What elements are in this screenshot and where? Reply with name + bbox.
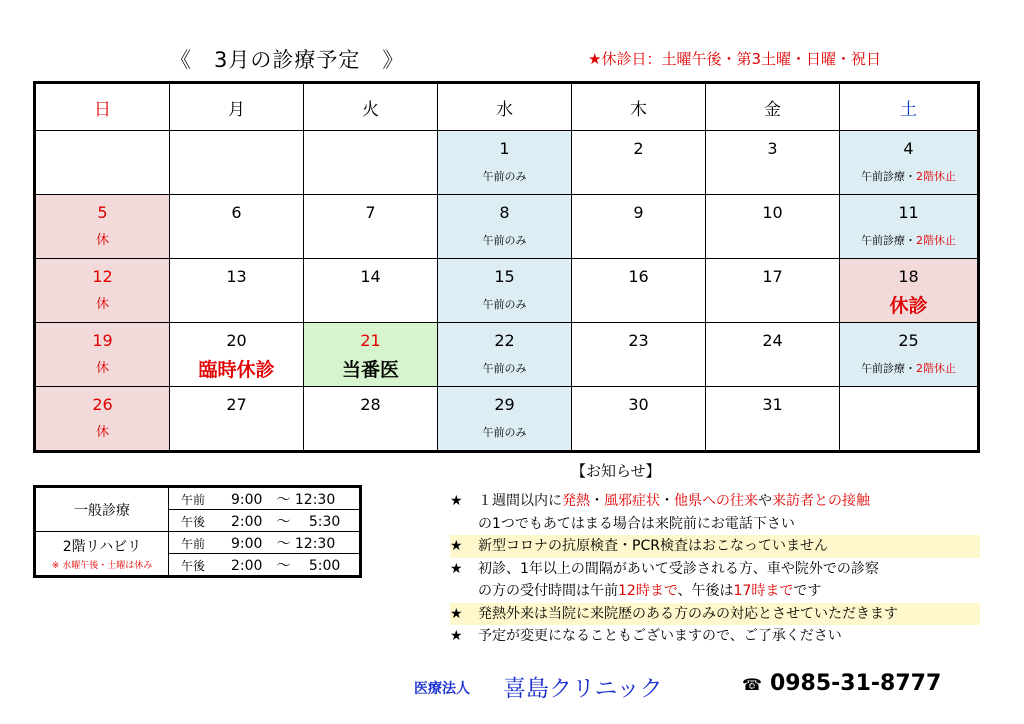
clinic-name: 喜島クリニック — [503, 676, 663, 702]
day-cell — [706, 131, 840, 195]
weekday-mon: 月 — [170, 84, 304, 131]
time-range: 9:00 ～ 12:30 — [231, 491, 336, 508]
day-number: 6 — [231, 203, 242, 222]
day-cell — [170, 259, 304, 323]
day-note — [840, 362, 977, 376]
day-number: 4 — [903, 139, 914, 158]
day-cell — [706, 323, 840, 387]
period-label: 午前 — [181, 492, 206, 507]
day-number: 22 — [494, 331, 515, 350]
day-cell — [840, 195, 978, 259]
day-number: 1 — [499, 139, 510, 158]
day-cell — [36, 323, 170, 387]
day-note-red: 2階休止 — [916, 234, 956, 247]
star-icon: ★ — [450, 560, 463, 577]
day-cell — [36, 195, 170, 259]
hours-time-cell — [169, 488, 360, 510]
calendar-table — [35, 83, 978, 451]
notice-red-text: 風邪症状 — [604, 493, 660, 509]
hours-row — [36, 532, 360, 554]
day-cell — [36, 259, 170, 323]
rest-label: 休 — [95, 361, 109, 376]
day-number: 30 — [628, 395, 649, 414]
star-icon: ★ — [450, 493, 463, 509]
day-number: 20 — [226, 331, 247, 350]
day-cell — [170, 131, 304, 195]
day-number: 28 — [360, 395, 381, 414]
day-note: 午前のみ — [482, 170, 527, 183]
day-note: 午前のみ — [482, 426, 527, 439]
day-cell — [706, 195, 840, 259]
notice-red-text: 12時まで — [618, 583, 678, 599]
weekday-thu: 木 — [572, 84, 706, 131]
day-number: 19 — [92, 331, 113, 350]
week-row-5 — [36, 387, 978, 451]
notice-item-1-line2: の1つでもあてはまる場合は来院前にお電話下さい — [478, 515, 795, 532]
temporary-closed-label: 臨時休診 — [198, 359, 275, 381]
day-cell — [840, 259, 978, 323]
rehab-category — [36, 532, 169, 576]
day-note — [840, 234, 977, 248]
notice-text: です — [793, 583, 822, 599]
week-row-2 — [36, 195, 978, 259]
day-note-red: 2階休止 — [916, 170, 956, 183]
day-number: 27 — [226, 395, 247, 414]
weekday-sun: 日 — [36, 84, 170, 131]
day-number: 3 — [767, 139, 778, 158]
time-range: 2:00 ～ 5:30 — [231, 513, 341, 530]
day-number: 5 — [97, 203, 108, 222]
phone-text: 0985-31-8777 — [769, 671, 942, 696]
day-cell — [840, 131, 978, 195]
week-row-4 — [36, 323, 978, 387]
day-number: 10 — [762, 203, 783, 222]
day-number: 9 — [633, 203, 644, 222]
day-number: 26 — [92, 395, 113, 414]
day-cell — [572, 195, 706, 259]
day-number: 15 — [494, 267, 515, 286]
day-cell — [572, 387, 706, 451]
notice-item-5 — [450, 625, 980, 648]
phone-icon: ☎ — [742, 675, 762, 694]
day-cell — [438, 323, 572, 387]
day-number: 18 — [898, 267, 919, 286]
hours-table — [35, 487, 360, 576]
day-number: 29 — [494, 395, 515, 414]
page-title: 《 3月の診療予定 》 — [170, 48, 405, 72]
day-cell — [438, 131, 572, 195]
day-number: 13 — [226, 267, 247, 286]
period-label: 午前 — [181, 536, 206, 551]
weekday-sat: 土 — [840, 84, 978, 131]
day-cell — [170, 387, 304, 451]
period-label: 午後 — [181, 514, 206, 529]
day-note: 午前のみ — [482, 362, 527, 375]
notice-item-3 — [450, 558, 980, 581]
day-cell — [572, 131, 706, 195]
day-cell — [304, 259, 438, 323]
notice-text: ・ — [590, 493, 604, 509]
phone-number — [742, 671, 941, 696]
day-cell — [572, 259, 706, 323]
rest-label: 休 — [95, 425, 109, 440]
hours-time-cell — [169, 554, 360, 576]
notice-red-text: 来訪者との接触 — [772, 493, 870, 509]
day-note-red: 2階休止 — [916, 362, 956, 375]
notice-text: 発熱外来は当院に来院歴のある方のみの対応とさせていただきます — [478, 605, 898, 622]
notice-text: 予定が変更になることもございますので、ご了承ください — [478, 628, 842, 644]
on-duty-label: 当番医 — [341, 359, 399, 381]
weekday-wed: 水 — [438, 84, 572, 131]
time-range: 2:00 ～ 5:00 — [231, 557, 341, 574]
notice-text: 、午後は — [677, 583, 734, 599]
day-cell — [36, 387, 170, 451]
hours-time-cell — [169, 510, 360, 532]
hours-time-cell — [169, 532, 360, 554]
day-cell — [304, 195, 438, 259]
day-cell — [304, 131, 438, 195]
notice-text: １週間以内に — [478, 493, 562, 509]
day-cell — [840, 387, 978, 451]
general-category: 一般診療 — [36, 488, 169, 532]
day-number: 8 — [499, 203, 510, 222]
day-number: 24 — [762, 331, 783, 350]
notice-text: 新型コロナの抗原検査・PCR検査はおこなっていません — [478, 538, 828, 554]
star-icon: ★ — [450, 605, 463, 622]
day-number: 12 — [92, 267, 113, 286]
day-cell — [438, 259, 572, 323]
day-cell — [304, 323, 438, 387]
weekday-header-row — [36, 84, 978, 131]
notice-text: の方の受付時間は午前 — [478, 583, 618, 599]
day-cell — [706, 259, 840, 323]
time-range: 9:00 ～ 12:30 — [231, 535, 336, 552]
notice-item-4 — [450, 603, 980, 626]
notice-red-text: 17時まで — [733, 583, 794, 599]
day-note: 午前のみ — [482, 298, 527, 311]
notice-item-2 — [450, 535, 980, 558]
day-note-text: 午前診療・ — [861, 170, 916, 183]
day-number: 21 — [360, 331, 381, 350]
week-row-1 — [36, 131, 978, 195]
star-icon: ★ — [450, 538, 463, 554]
notice-item-1 — [450, 490, 980, 513]
day-note-text: 午前診療・ — [861, 362, 916, 375]
rehab-label: 2階リハビリ — [62, 539, 142, 555]
notice-text: 初診、1年以上の間隔があいて受診される方、車や院外での診察 — [478, 560, 879, 577]
day-note-text: 午前診療・ — [861, 234, 916, 247]
day-cell — [840, 323, 978, 387]
day-cell — [438, 195, 572, 259]
corporation-label: 医療法人 — [414, 681, 470, 697]
rest-label: 休 — [95, 297, 109, 312]
day-number: 23 — [628, 331, 649, 350]
day-cell — [304, 387, 438, 451]
weekday-tue: 火 — [304, 84, 438, 131]
day-number: 17 — [762, 267, 783, 286]
notice-list — [450, 490, 980, 648]
day-cell — [438, 387, 572, 451]
day-cell — [170, 323, 304, 387]
day-cell — [706, 387, 840, 451]
day-number: 2 — [633, 139, 644, 158]
notice-item-3-line2 — [450, 580, 980, 603]
star-icon: ★ — [450, 628, 463, 644]
day-number: 14 — [360, 267, 381, 286]
day-number: 7 — [365, 203, 376, 222]
week-row-3 — [36, 259, 978, 323]
hours-row — [36, 488, 360, 510]
weekday-fri: 金 — [706, 84, 840, 131]
notice-text: や — [758, 493, 772, 509]
holiday-note: ★休診日：土曜午後・第3土曜・日曜・祝日 — [588, 50, 881, 68]
notice-red-text: 他県への往来 — [674, 493, 758, 509]
period-label: 午後 — [181, 558, 206, 573]
day-cell — [36, 131, 170, 195]
day-number: 11 — [898, 203, 919, 222]
rehab-note: ※ 水曜午後・土曜は休み — [51, 561, 153, 571]
day-number: 25 — [898, 331, 919, 350]
day-cell — [170, 195, 304, 259]
notice-red-text: 発熱 — [562, 493, 590, 509]
rest-label: 休 — [95, 233, 109, 248]
notice-heading: 【お知らせ】 — [571, 462, 661, 480]
day-number: 16 — [628, 267, 649, 286]
day-number: 31 — [762, 395, 783, 414]
notice-text: ・ — [660, 493, 674, 509]
day-note: 午前のみ — [482, 234, 527, 247]
closed-label: 休診 — [889, 295, 928, 317]
day-cell — [572, 323, 706, 387]
day-note — [840, 170, 977, 184]
